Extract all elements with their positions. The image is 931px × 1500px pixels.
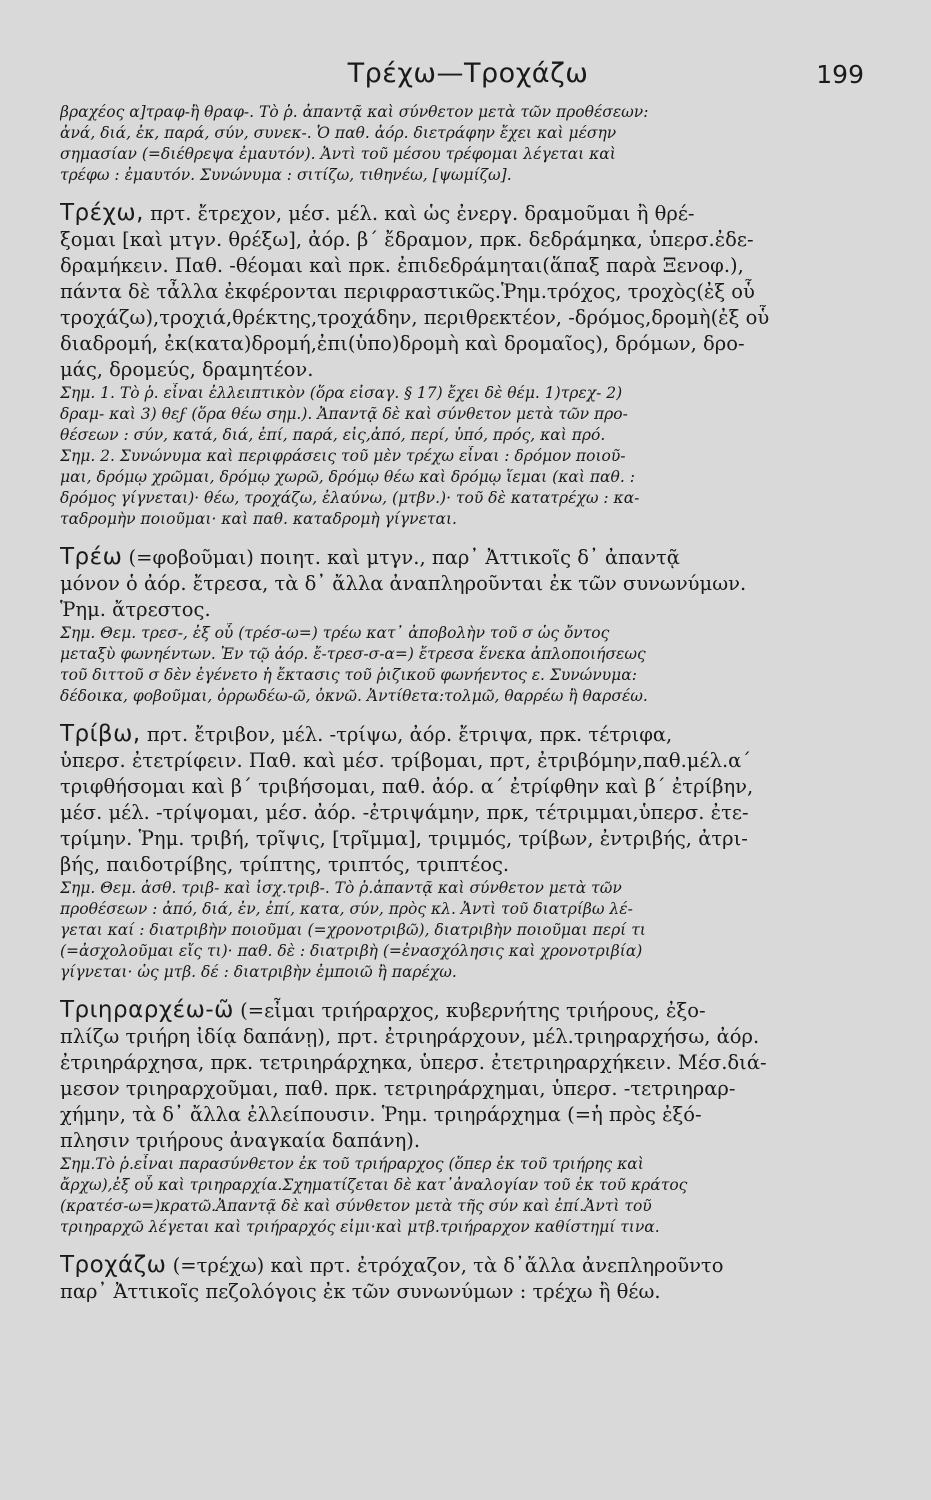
running-head [60,58,876,102]
entry-line: χήμην, τὰ δ᾿ ἄλλα ἐλλείπουσιν. Ῥημ. τριηράρχημα (=ἡ πρὸς ἐξό- [60,1103,702,1126]
entry-line: τρίμην. Ῥημ. τριβή, τρῖψις, [τρῖμμα], τριμμός, τρίβων, ἐντριβής, ἀτρι- [60,827,748,850]
entry-line: δραμήκειν. Παθ. -θέομαι καὶ πρκ. ἐπιδεδράμηται(ἅπαξ παρὰ Ξενοφ.), [60,254,744,277]
note-line: ἄρχω),ἐξ οὗ καὶ τριηραρχία.Σχηματίζεται δὲ κατ᾿ἀναλογίαν τοῦ ἐκ τοῦ κράτος [60,1176,688,1194]
entry-line: Τρέχω, πρτ. ἔτρεχον, μέσ. μέλ. καὶ ὡς ἐνεργ. δραμοῦμαι ἢ θρέ- [60,200,695,226]
note-line: θέσεων : σύν, κατά, διά, ἐπί, παρά, εἰς,ἀπό, περί, ὑπό, πρός, καὶ πρό. [60,426,606,444]
entry-line: Ῥημ. ἄτρεστος. [60,598,211,621]
entry-trecho [60,200,876,530]
note-line: προθέσεων : ἀπό, διά, ἐν, ἐπί, κατα, σύν, πρὸς κλ. Ἀντὶ τοῦ διατρίβω λέ- [60,900,633,918]
entry-line: μεσον τριηραρχοῦμαι, παθ. πρκ. τετριηράρχημαι, ὑπερσ. -τετριηραρ- [60,1077,736,1100]
entry-line: μόνον ὁ ἀόρ. ἔτρεσα, τὰ δ᾿ ἄλλα ἀναπληροῦνται ἐκ τῶν συνωνύμων. [60,572,747,595]
entry-line: Τρέω (=φοβοῦμαι) ποιητ. καὶ μτγν., παρ᾿ Ἀττικοῖς δ᾿ ἀπαντᾷ [60,544,680,570]
note-line: τρέφω : ἐμαυτόν. Συνώνυμα : σιτίζω, τιθηνέω, [ψωμίζω]. [60,166,512,184]
entry-tribo [60,721,876,983]
headword: Τρέχω, [60,200,144,226]
note-line: γίγνεται· ὡς μτβ. δέ : διατριβὴν ἐμποιῶ ἢ παρέχω. [60,963,457,981]
entry-line: ἐτριηράρχησα, πρκ. τετριηράρχηκα, ὑπερσ. ἐτετριηραρχήκειν. Μέσ.διά- [60,1051,767,1074]
entry-line: Τρίβω, πρτ. ἔτριβον, μέλ. -τρίψω, ἀόρ. ἔτριψα, πρκ. τέτριφα, [60,721,673,747]
note-line: δραμ- καὶ 3) θεϝ (ὅρα θέω σημ.). Ἀπαντᾷ δὲ καὶ σύνθετον μετὰ τῶν προ- [60,405,628,423]
note-line: γεται καί : διατριβὴν ποιοῦμαι (=χρονοτριβῶ), διατριβὴν ποιοῦμαι περί τι [60,921,646,939]
note-line: μεταξὺ φωνηέντων. Ἐν τῷ ἀόρ. ἔ-τρεσ-σ-α=) ἔτρεσα ἕνεκα ἀπλοποιήσεως [60,645,646,663]
note-line: Σημ. Θεμ. ἀσθ. τριβ- καὶ ἰσχ.τριβ-. Τὸ ῥ.ἀπαντᾷ καὶ σύνθετον μετὰ τῶν [60,879,622,897]
entry-line: τροχάζω),τροχιά,θρέκτης,τροχάδην, περιθρεκτέον, -δρόμος,δρομὴ(ἐξ οὗ [60,306,770,329]
entry-line: ξομαι [καὶ μτγν. θρέξω], ἀόρ. β΄ ἔδραμον, πρκ. δεδράμηκα, ὑπερσ.ἐδε- [60,228,754,251]
note-line: Σημ. Θεμ. τρεσ-, ἐξ οὗ (τρέσ-ω=) τρέω κατ᾿ ἀποβολὴν τοῦ σ ὡς ὄντος [60,624,610,642]
note-line: σημασίαν (=διέθρεψα ἐμαυτόν). Ἀντὶ τοῦ μέσου τρέφομαι λέγεται καὶ [60,145,616,163]
entry-line: Τροχάζω (=τρέχω) καὶ πρτ. ἐτρόχαζον, τὰ δ᾿ἄλλα ἀνεπληροῦντο [60,1252,724,1278]
note-line: Σημ. 1. Τὸ ῥ. εἶναι ἐλλειπτικὸν (ὅρα εἰσαγ. § 17) ἔχει δὲ θέμ. 1)τρεχ- 2) [60,384,623,402]
note-line: δρόμος γίγνεται)· θέω, τροχάζω, ἐλαύνω, (μτβν.)· τοῦ δὲ κατατρέχω : κα- [60,489,640,507]
headword: Τριηραρχέω-ῶ [60,997,234,1023]
entry-line: μέσ. μέλ. -τρίψομαι, μέσ. ἀόρ. -ἐτριψάμην, πρκ, τέτριμμαι,ὑπερσ. ἐτε- [60,801,749,824]
note-line: (=ἀσχολοῦμαι εἴς τι)· παθ. δὲ : διατριβὴ (=ἐνασχόλησις καὶ χρονοτριβία) [60,942,643,960]
note-line: (κρατέσ-ω=)κρατῶ.Ἀπαντᾷ δὲ καὶ σύνθετον μετὰ τῆς σύν καὶ ἐπί.Ἀντὶ τοῦ [60,1197,652,1215]
entry-line: πλίζω τριήρη ἰδίᾳ δαπάνῃ), πρτ. ἐτριηράρχουν, μέλ.τριηραρχήσω, ἀόρ. [60,1025,760,1048]
entry-line: διαδρομή, ἐκ(κατα)δρομή,ἐπι(ὑπο)δρομὴ καὶ δρομαῖος), δρόμων, δρο- [60,332,745,355]
entry-line: παρ᾿ Ἀττικοῖς πεζολόγοις ἐκ τῶν συνωνύμων : τρέχω ἢ θέω. [60,1280,661,1303]
headword: Τροχάζω [60,1252,167,1278]
entry-continuation [60,102,876,186]
entry-trochazo [60,1252,876,1305]
entry-treo [60,544,876,707]
headword: Τρίβω, [60,721,141,747]
note-line: ταδρομὴν ποιοῦμαι· καὶ παθ. καταδρομὴ γίγνεται. [60,510,457,528]
entry-line: μάς, δρομεύς, δραμητέον. [60,358,314,381]
note-line: ἀνά, διά, ἐκ, παρά, σύν, συνεκ-. Ὁ παθ. ἀόρ. διετράφην ἔχει καὶ μέσην [60,124,617,142]
note-line: βραχέος α]τραφ-ἢ θραφ-. Τὸ ῥ. ἀπαντᾷ καὶ σύνθετον μετὰ τῶν προθέσεων: [60,103,649,121]
entry-line: τριφθήσομαι καὶ β΄ τριβήσομαι, παθ. ἀόρ. α΄ ἐτρίφθην καὶ β΄ ἐτρίβην, [60,775,754,798]
page-number: 199 [816,60,864,89]
entry-line: πάντα δὲ τἆλλα ἐκφέρονται περιφραστικῶς.Ῥημ.τρόχος, τροχὸς(ἐξ οὗ [60,280,755,303]
entry-line: πλησιν τριήρους ἀναγκαία δαπάνη). [60,1129,421,1152]
note-line: τοῦ διττοῦ σ δὲν ἐγένετο ἡ ἔκτασις τοῦ ῥιζικοῦ φωνήεντος ε. Συνώνυμα: [60,666,637,684]
note-line: Σημ.Τὸ ῥ.εἶναι παρασύνθετον ἐκ τοῦ τριήραρχος (ὅπερ ἐκ τοῦ τριήρης καὶ [60,1155,644,1173]
entry-trierarcheo [60,997,876,1238]
note-line: μαι, δρόμῳ χρῶμαι, δρόμῳ χωρῶ, δρόμῳ θέω καὶ δρόμῳ ἵεμαι (καὶ παθ. : [60,468,635,486]
note-line: δέδοικα, φοβοῦμαι, ὀρρωδέω-ῶ, ὀκνῶ. Ἀντίθετα:τολμῶ, θαρρέω ἢ θαρσέω. [60,687,648,705]
entry-line: βής, παιδοτρίβης, τρίπτης, τριπτός, τριπτέος. [60,853,510,876]
headword: Τρέω [60,544,123,570]
entry-line: ὑπερσ. ἐτετρίφειν. Παθ. καὶ μέσ. τρίβομαι, πρτ, ἐτριβόμην,παθ.μέλ.α΄ [60,749,752,772]
page-title: Τρέχω—Τροχάζω [347,58,589,89]
entry-line: Τριηραρχέω-ῶ (=εἶμαι τριήραρχος, κυβερνήτης τριήρους, ἐξο- [60,997,706,1023]
note-line: τριηραρχῶ λέγεται καὶ τριήραρχός εἰμι·καὶ μτβ.τριήραρχον καθίστημί τινα. [60,1218,660,1236]
note-line: Σημ. 2. Συνώνυμα καὶ περιφράσεις τοῦ μὲν τρέχω εἶναι : δρόμον ποιοῦ- [60,447,626,465]
